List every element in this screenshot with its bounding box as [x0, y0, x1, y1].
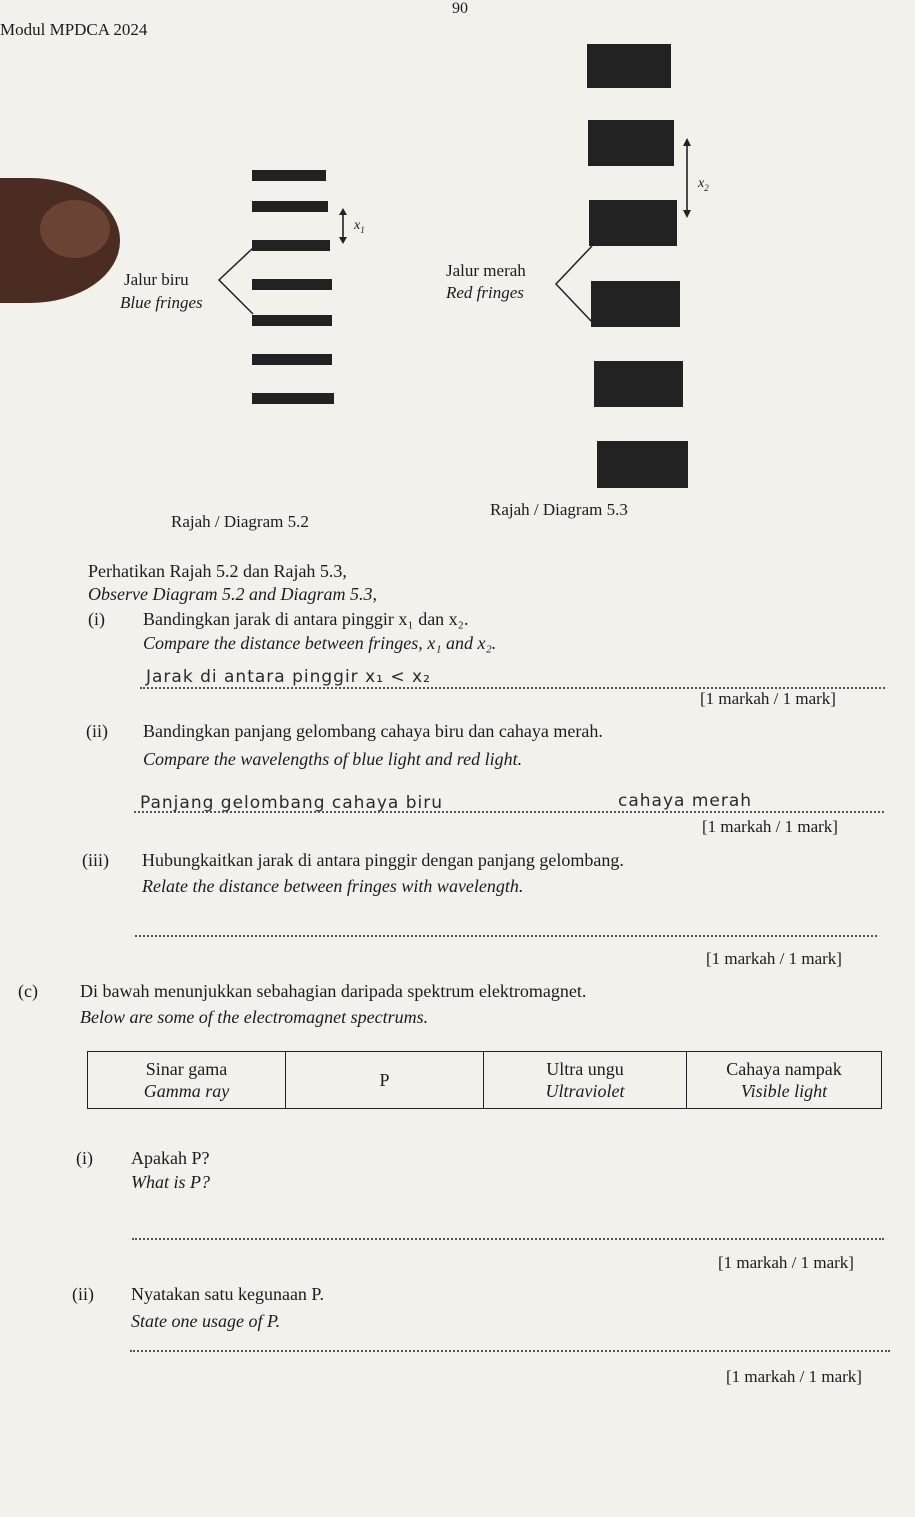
mark-c-i: [1 markah / 1 mark] [718, 1253, 854, 1272]
red-fringe [587, 44, 671, 88]
question-iii-en: Relate the distance between fringes with wavelength. [142, 876, 524, 896]
red-fringe [588, 120, 674, 166]
answer-ii-handwritten-a: Panjang gelombang cahaya biru [140, 793, 444, 813]
question-c-number: (c) [18, 981, 38, 1001]
answer-line-c-ii[interactable] [130, 1350, 890, 1352]
question-iii-number: (iii) [82, 850, 109, 870]
x2-label: $x_2$ [698, 176, 709, 193]
red-fringe [589, 200, 677, 246]
mark-i: [1 markah / 1 mark] [700, 689, 836, 708]
answer-line-iii[interactable] [135, 935, 877, 937]
diagram-5-2-caption: Rajah / Diagram 5.2 [171, 512, 309, 531]
mark-iii: [1 markah / 1 mark] [706, 949, 842, 968]
question-c-ii-number: (ii) [72, 1284, 94, 1304]
question-c-ms: Di bawah menunjukkan sebahagian daripada spektrum elektromagnet. [80, 981, 587, 1001]
blue-fringes-label-ms: Jalur biru [124, 270, 189, 289]
page-number: 90 [452, 0, 468, 17]
red-fringe [591, 281, 680, 327]
question-i-ms: Bandingkan jarak di antara pinggir x₁ dan x₂. [143, 609, 469, 629]
spectrum-cell-ultraviolet: Ultra ungu Ultraviolet [484, 1052, 687, 1109]
question-ii-ms: Bandingkan panjang gelombang cahaya biru dan cahaya merah. [143, 721, 603, 741]
question-c-en: Below are some of the electromagnet spectrums. [80, 1007, 429, 1027]
fingernail-artifact [40, 200, 110, 258]
answer-line-c-i[interactable] [132, 1238, 884, 1240]
question-c-i-en: What is P? [131, 1172, 210, 1192]
red-fringes-label-ms: Jalur merah [446, 261, 526, 280]
blue-fringe [252, 201, 328, 212]
red-fringe-pointer [552, 244, 594, 324]
answer-line-ii[interactable] [134, 811, 884, 813]
question-c-ii-ms: Nyatakan satu kegunaan P. [131, 1284, 324, 1304]
question-i-number: (i) [88, 609, 105, 629]
diagram-5-3-caption: Rajah / Diagram 5.3 [490, 500, 628, 519]
intro-en: Observe Diagram 5.2 and Diagram 5.3, [88, 584, 377, 604]
question-c-ii-en: State one usage of P. [131, 1311, 281, 1331]
question-i-en: Compare the distance between fringes, x₁ and x₂. [143, 633, 497, 653]
answer-i-handwritten: Jarak di antara pinggir x₁ < x₂ [146, 667, 431, 687]
blue-fringes-label-en: Blue fringes [120, 293, 203, 312]
mark-ii: [1 markah / 1 mark] [702, 817, 838, 836]
blue-fringe-pointer [215, 246, 255, 316]
x1-arrow-icon [336, 208, 350, 244]
module-header: Modul MPDCA 2024 [0, 20, 148, 39]
red-fringe [594, 361, 683, 407]
question-c-i-ms: Apakah P? [131, 1148, 210, 1168]
blue-fringe [252, 354, 332, 365]
x2-arrow-icon [680, 138, 694, 218]
intro-ms: Perhatikan Rajah 5.2 dan Rajah 5.3, [88, 561, 347, 581]
blue-fringe [252, 240, 330, 251]
red-fringe [597, 441, 688, 488]
spectrum-cell-visible-light: Cahaya nampak Visible light [687, 1052, 882, 1109]
question-iii-ms: Hubungkaitkan jarak di antara pinggir dengan panjang gelombang. [142, 850, 624, 870]
blue-fringe [252, 315, 332, 326]
red-fringes-label-en: Red fringes [446, 283, 524, 302]
spectrum-cell-gamma: Sinar gama Gamma ray [88, 1052, 286, 1109]
blue-fringe [252, 393, 334, 404]
blue-fringe [252, 279, 332, 290]
blue-fringe [252, 170, 326, 181]
question-ii-number: (ii) [86, 721, 108, 741]
x1-label: $x_1$ [354, 218, 365, 235]
spectrum-cell-p: P [286, 1052, 484, 1109]
question-c-i-number: (i) [76, 1148, 93, 1168]
mark-c-ii: [1 markah / 1 mark] [726, 1367, 862, 1386]
em-spectrum-table [87, 1051, 882, 1109]
question-ii-en: Compare the wavelengths of blue light and red light. [143, 749, 523, 769]
answer-ii-handwritten-b: cahaya merah [618, 791, 753, 811]
